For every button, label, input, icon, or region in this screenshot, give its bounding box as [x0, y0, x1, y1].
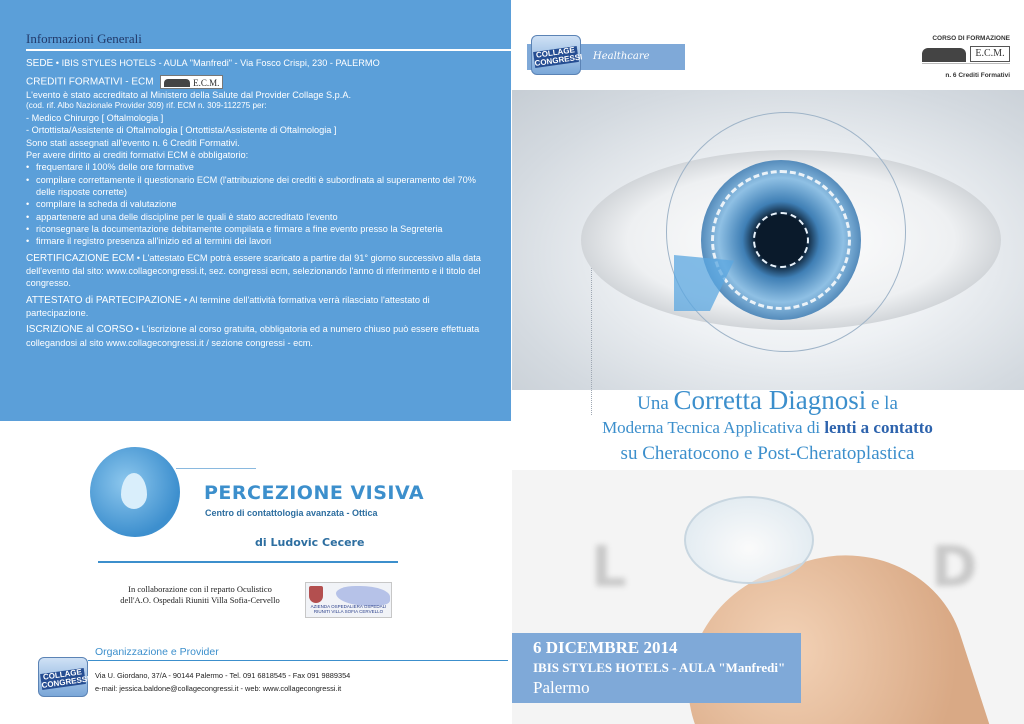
event-city: Palermo — [533, 678, 590, 697]
list-item: • appartenere ad una delle discipline per le quali è stato accreditato l'evento — [26, 211, 489, 223]
sicily-map-icon — [336, 586, 390, 606]
list-item: • compilare correttamente il questionario ECM (l'attribuzione dei crediti è subordinata al superamento del 70% delle risposte corrette) — [26, 174, 489, 199]
attestato-text: Al termine dell'attività formativa verrà rilasciato l'attestato di partecipazione. — [26, 294, 430, 319]
iscrizione-block: ISCRIZIONE al CORSO • L'iscrizione al corso gratuita, obbligatoria ed a numero chiuso può essere effettuata collegandosi al sito www.collagecongressi.it / sezione congressi - ecm. — [26, 324, 480, 348]
ecm-logo-text: E.C.M. — [193, 77, 220, 88]
attestato-label: ATTESTATO di PARTECIPAZIONE — [26, 294, 182, 306]
iscrizione-text: L'iscrizione al corso gratuita, obbligatoria ed a numero chiuso può essere effettuata collegandosi al sito www.collagecongressi.it / sezione congressi - ecm. — [26, 324, 480, 348]
water-drop-icon — [121, 473, 147, 509]
profession-2-name: - Ortottista/Assistente di Oftalmologia — [26, 125, 178, 136]
list-item: • compilare la scheda di valutazione — [26, 198, 489, 210]
ecm-figures-icon — [922, 48, 966, 62]
organizer-contacts: e-mail: jessica.baldone@collagecongressi.it - web: www.collagecongressi.it — [95, 684, 342, 693]
info-panel — [0, 0, 511, 421]
assigned-credits: Sono stati assegnati all'evento n. 6 Crediti Formativi. — [26, 137, 240, 148]
collaboration-note — [100, 584, 300, 605]
list-item: • frequentare il 100% delle ore formative — [26, 161, 489, 173]
hospital-logo — [305, 582, 392, 618]
headline-emphasis: Corretta Diagnosi — [673, 385, 867, 415]
profession-1-name: - Medico Chirurgo — [26, 113, 100, 124]
collage-logo-top — [531, 35, 581, 75]
headline-line-1 — [511, 385, 1024, 416]
attestato-block: ATTESTATO di PARTECIPAZIONE • Al termine dell'attività formativa verrà rilasciato l'attestato di partecipazione. — [26, 294, 430, 319]
collage-logo-word: COLLAGE CONGRESSI — [534, 45, 583, 68]
profession-2 — [26, 124, 489, 136]
corso-label: CORSO DI FORMAZIONE — [932, 35, 1010, 42]
iscrizione-label: ISCRIZIONE al CORSO — [26, 324, 134, 336]
profession-1 — [26, 112, 489, 124]
organizer-address: Via U. Giordano, 37/A - 90144 Palermo - Tel. 091 6818545 - Fax 091 9889354 — [95, 671, 351, 680]
headline-word: Moderna Tecnica Applicativa di — [602, 418, 825, 437]
headline-emphasis: lenti a contatto — [824, 418, 933, 437]
ecm-box: E.C.M. — [970, 46, 1010, 62]
accreditation-line-2: (cod. rif. Albo Nazionale Provider 309) rif. ECM n. 309-112275 per: — [26, 101, 267, 111]
crediti-label: CREDITI FORMATIVI - ECM — [26, 76, 154, 88]
list-item: • riconsegnare la documentazione debitamente compilata e firmare a fine evento presso la Segreteria — [26, 223, 489, 235]
certification-block: CERTIFICAZIONE ECM • L'attestato ECM potrà essere scaricato a partire dal 91° giorno successivo alla data dell'evento dal sito: www.collagecongressi.it, sez. congressi ecm, selezionando l'anno di riferimento e il titolo del congresso. — [26, 252, 481, 289]
collage-logo-word: COLLAGE CONGRESSI — [41, 667, 90, 690]
sponsor-subtitle: Centro di contattologia avanzata - Ottica — [205, 508, 378, 518]
sede-text: IBIS STYLES HOTELS - AULA "Manfredi" - Via Fosco Crispi, 230 - PALERMO — [61, 58, 380, 69]
pupil-scan-ring — [753, 212, 809, 268]
organizer-divider — [88, 660, 508, 661]
requirements-list — [26, 161, 489, 247]
shield-icon — [309, 586, 323, 603]
sede-label: SEDE — [26, 58, 54, 70]
certification-label: CERTIFICAZIONE ECM — [26, 252, 135, 264]
collaboration-line-1: In collaborazione con il reparto Oculistico — [128, 584, 272, 594]
logo-line — [176, 468, 256, 469]
profession-1-discipline: [ Oftalmologia ] — [101, 113, 164, 124]
organizer-title: Organizzazione e Provider — [95, 646, 219, 658]
chart-letter: D — [931, 535, 978, 600]
headline-word: Una — [637, 393, 674, 414]
accreditation-line-1: L'evento è stato accreditato al Ministero della Salute dal Provider Collage S.p.A. — [26, 89, 352, 100]
fold-divider — [511, 0, 512, 724]
ecm-figures-icon — [164, 79, 190, 87]
sede-row: SEDE • IBIS STYLES HOTELS - AULA "Manfredi" - Via Fosco Crispi, 230 - PALERMO — [26, 58, 380, 70]
hospital-logo-text: AZIENDA OSPEDALIERA OSPEDALI RIUNITI VILLA SOFIA CERVELLO — [310, 604, 387, 615]
collaboration-line-2: dell'A.O. Ospedali Riuniti Villa Sofia-Cervello — [120, 594, 280, 605]
healthcare-label: Healthcare — [593, 51, 650, 62]
collage-logo-bottom — [38, 657, 88, 697]
sponsor-divider — [98, 561, 398, 563]
list-item: • firmare il registro presenza all'inizio ed al termini dei lavori — [26, 235, 489, 247]
headline-line-3: su Cheratocono e Post-Cheratoplastica — [620, 443, 915, 464]
ecm-logo — [160, 75, 223, 89]
crediti-row — [26, 75, 489, 89]
headline-word: e la — [866, 393, 898, 414]
contact-lens-image — [684, 496, 814, 584]
profession-2-discipline: [ Ortottista/Assistente di Oftalmologia ] — [180, 125, 337, 136]
event-date: 6 DICEMBRE 2014 — [533, 638, 678, 657]
certification-text: L'attestato ECM potrà essere scaricato a partire dal 91° giorno successivo alla data dell'evento dal sito: www.collagecongressi.it, sez. congressi ecm, selezionando l'anno di riferimento e il titolo del congresso. — [26, 252, 481, 289]
info-title: Informazioni Generali — [26, 30, 511, 51]
percezione-visiva-logo — [90, 447, 180, 537]
chart-letter: L — [591, 535, 627, 600]
crediti-label: n. 6 Crediti Formativi — [945, 72, 1010, 79]
ecm-logo-top — [922, 44, 1010, 64]
requirements-intro: Per avere diritto ai crediti formativi ECM è obbligatorio: — [26, 150, 249, 161]
headline-line-2 — [511, 418, 1024, 438]
event-venue: IBIS STYLES HOTELS - AULA "Manfredi" — [533, 660, 786, 675]
event-date-box — [511, 633, 801, 703]
sponsor-name: PERCEZIONE VISIVA — [204, 482, 425, 504]
sponsor-owner: di Ludovic Cecere — [255, 536, 365, 549]
cover-panel — [511, 0, 1024, 724]
